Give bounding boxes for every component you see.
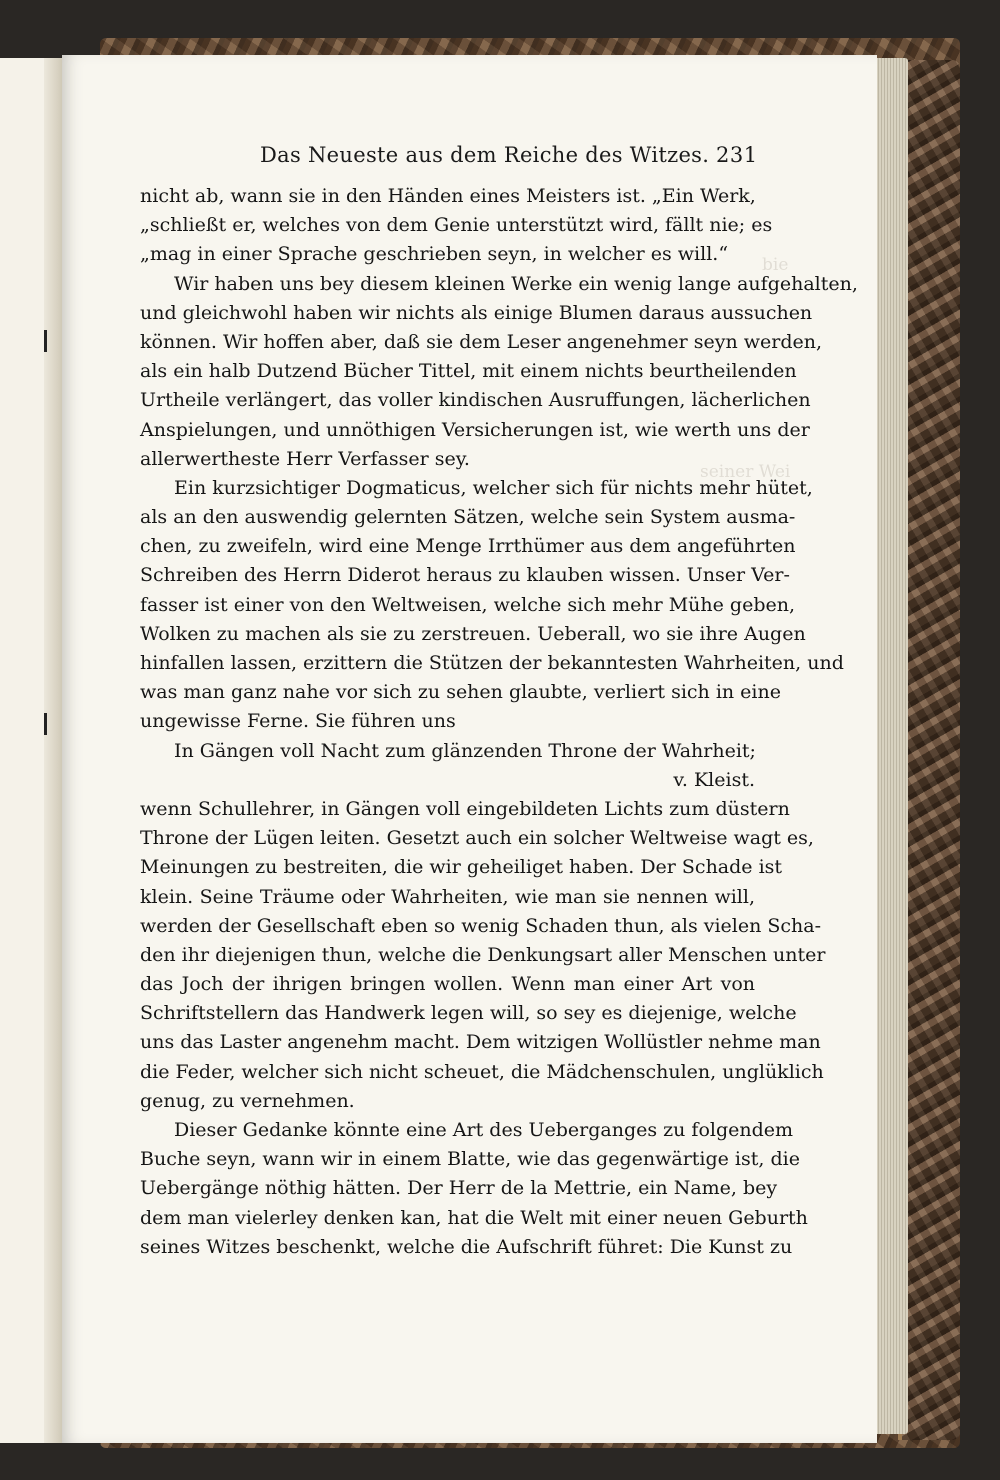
text-line: den ihr diejenigen thun, welche die Denkungsart aller Menschen unter (140, 943, 826, 966)
text-line: und gleichwohl haben wir nichts als einige Blumen daraus aussuchen (140, 301, 813, 324)
text-line: ungewisse Ferne. Sie führen uns (140, 710, 456, 733)
text-line: werden der Gesellschaft eben so wenig Schaden thun, als vielen Scha- (140, 914, 822, 937)
text-line: allerwertheste Herr Verfasser sey. (140, 447, 470, 470)
text-line: als an den auswendig gelernten Sätzen, welche sein System ausma- (140, 506, 796, 529)
page-header (260, 143, 760, 173)
margin-mark (44, 330, 47, 352)
show-through: seiner Wei (700, 462, 791, 482)
text-line: Ein kurzsichtiger Dogmaticus, welcher sich für nichts mehr hütet, (174, 476, 813, 499)
text-line: uns das Laster angenehm macht. Dem witzigen Wollüstler nehme man (140, 1031, 821, 1054)
text-line: seines Witzes beschenkt, welche die Aufschrift führet: Die Kunst zu (140, 1235, 793, 1258)
page-number: 231 (716, 143, 758, 167)
text-line: Throne der Lügen leiten. Gesetzt auch ein solcher Weltweise wagt es, (140, 827, 814, 850)
text-line: „mag in einer Sprache geschrieben seyn, in welcher es will.“ (140, 243, 729, 266)
text-line: was man ganz nahe vor sich zu sehen glaubte, verliert sich in eine (140, 681, 781, 704)
text-line: Uebergänge nöthig hätten. Der Herr de la Mettrie, ein Name, bey (140, 1177, 778, 1200)
text-line: „schließt er, welches von dem Genie unterstützt wird, fällt nie; es (140, 214, 773, 237)
text-line: chen, zu zweifeln, wird eine Menge Irrthümer aus dem angeführten (140, 535, 796, 558)
text-line: Buche seyn, wann wir in einem Blatte, wie das gegenwärtige ist, die (140, 1148, 800, 1171)
text-line: wenn Schullehrer, in Gängen voll eingebildeten Lichts zum düstern (140, 797, 790, 820)
text-line: Schreiben des Herrn Diderot heraus zu klauben wissen. Unser Ver- (140, 564, 790, 587)
text-line: Meinungen zu bestreiten, die wir geheiliget haben. Der Schade ist (140, 856, 783, 879)
text-line: können. Wir hoffen aber, daß sie dem Leser angenehmer seyn werden, (140, 330, 823, 353)
text-line: die Feder, welcher sich nicht scheuet, die Mädchenschulen, unglüklich (140, 1060, 824, 1083)
text-line: Wolken zu machen als sie zu zerstreuen. Ueberall, wo sie ihre Augen (140, 622, 806, 645)
text-line: dem man vielerley denken kan, hat die Welt mit einer neuen Geburth (140, 1206, 808, 1229)
text-line: fasser ist einer von den Weltweisen, welche sich mehr Mühe geben, (140, 593, 796, 616)
text-line: Schriftstellern das Handwerk legen will, so sey es diejenige, welche (140, 1002, 797, 1025)
show-through: bie (762, 255, 789, 275)
text-line: nicht ab, wann sie in den Händen eines Meisters ist. „Ein Werk, (140, 185, 756, 207)
text-line: Anspielungen, und unnöthigen Versicherungen ist, wie werth uns der (140, 418, 810, 441)
text-line: Dieser Gedanke könnte eine Art des Ueberganges zu folgendem (174, 1119, 794, 1141)
text-line: genug, zu vernehmen. (140, 1089, 355, 1112)
running-title: Das Neueste aus dem Reiche des Witzes. (260, 143, 710, 167)
verse-quote: In Gängen voll Nacht zum glänzenden Throne der Wahrheit; (174, 739, 756, 762)
text-line: Wir haben uns bey diesem kleinen Werke ein wenig lange aufgehalten, (174, 272, 858, 295)
text-line: das Joch der ihrigen bringen wollen. Wenn man einer Art von (140, 973, 755, 996)
margin-mark (44, 713, 47, 735)
text-line: Urtheile verlängert, das voller kindischen Ausruffungen, lächerlichen (140, 389, 811, 412)
text-line: hinfallen lassen, erzittern die Stützen der bekanntesten Wahrheiten, und (140, 652, 844, 674)
verse-attribution: v. Kleist. (673, 768, 755, 791)
text-line: als ein halb Dutzend Bücher Tittel, mit einem nichts beurtheilenden (140, 360, 797, 383)
text-line: klein. Seine Träume oder Wahrheiten, wie man sie nennen will, (140, 885, 755, 908)
